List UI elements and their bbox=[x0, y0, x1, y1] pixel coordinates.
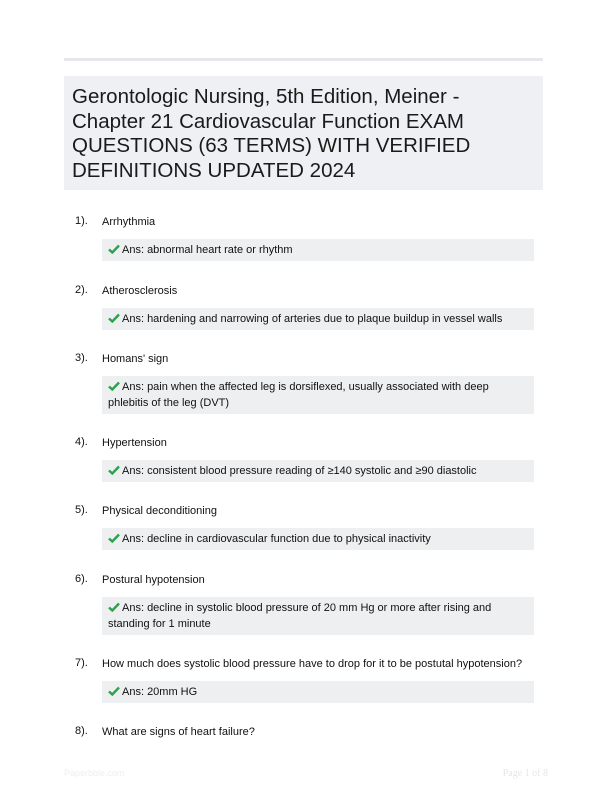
question-text: How much does systolic blood pressure have to drop for it to be postutal hypotension? bbox=[102, 658, 523, 670]
check-icon bbox=[108, 244, 120, 254]
question-text: Homans' sign bbox=[102, 353, 169, 365]
top-divider bbox=[64, 58, 543, 61]
question-text: Postural hypotension bbox=[102, 574, 205, 586]
footer-watermark: Paperbble.com bbox=[64, 768, 125, 778]
question-text: Hypertension bbox=[102, 437, 167, 449]
page-title: Gerontologic Nursing, 5th Edition, Meiner - Chapter 21 Cardiovascular Function EXAM QUESTIONS (63 TERMS) WITH VERIFIED DEFINITIONS UPDATED 2024 bbox=[72, 85, 471, 182]
answer-text: Ans: consistent blood pressure reading of ≥140 systolic and ≥90 diastolic bbox=[122, 465, 477, 477]
check-icon bbox=[108, 381, 120, 391]
title-box bbox=[64, 76, 543, 190]
answer-text: Ans: pain when the affected leg is dorsiflexed, usually associated with deep phlebitis of the leg (DVT) bbox=[108, 381, 489, 409]
answer-text: Ans: decline in systolic blood pressure of 20 mm Hg or more after rising and standing for 1 minute bbox=[108, 602, 492, 630]
question-number: 3). bbox=[75, 352, 88, 364]
question-text: Arrhythmia bbox=[102, 216, 156, 228]
answer-box bbox=[102, 597, 534, 635]
question-number: 1). bbox=[75, 215, 88, 227]
question-number: 2). bbox=[75, 284, 88, 296]
question-number: 4). bbox=[75, 436, 88, 448]
answer-box bbox=[102, 239, 534, 261]
answer-box bbox=[102, 460, 534, 482]
question-number: 6). bbox=[75, 573, 88, 585]
question-number: 7). bbox=[75, 657, 88, 669]
page-number: Page 1 of 8 bbox=[502, 768, 548, 779]
answer-box bbox=[102, 681, 534, 703]
question-text: What are signs of heart failure? bbox=[102, 726, 255, 738]
question-text: Atherosclerosis bbox=[102, 285, 178, 297]
answer-text: Ans: hardening and narrowing of arteries due to plaque buildup in vessel walls bbox=[122, 313, 503, 325]
check-icon bbox=[108, 602, 120, 612]
answer-box bbox=[102, 528, 534, 550]
answer-text: Ans: 20mm HG bbox=[122, 686, 198, 698]
check-icon bbox=[108, 686, 120, 696]
answer-box bbox=[102, 376, 534, 414]
answer-text: Ans: abnormal heart rate or rhythm bbox=[122, 244, 293, 256]
question-number: 8). bbox=[75, 725, 88, 737]
check-icon bbox=[108, 313, 120, 323]
question-text: Physical deconditioning bbox=[102, 505, 217, 517]
check-icon bbox=[108, 465, 120, 475]
answer-box bbox=[102, 308, 534, 330]
question-number: 5). bbox=[75, 504, 88, 516]
answer-text: Ans: decline in cardiovascular function due to physical inactivity bbox=[122, 533, 431, 545]
check-icon bbox=[108, 533, 120, 543]
